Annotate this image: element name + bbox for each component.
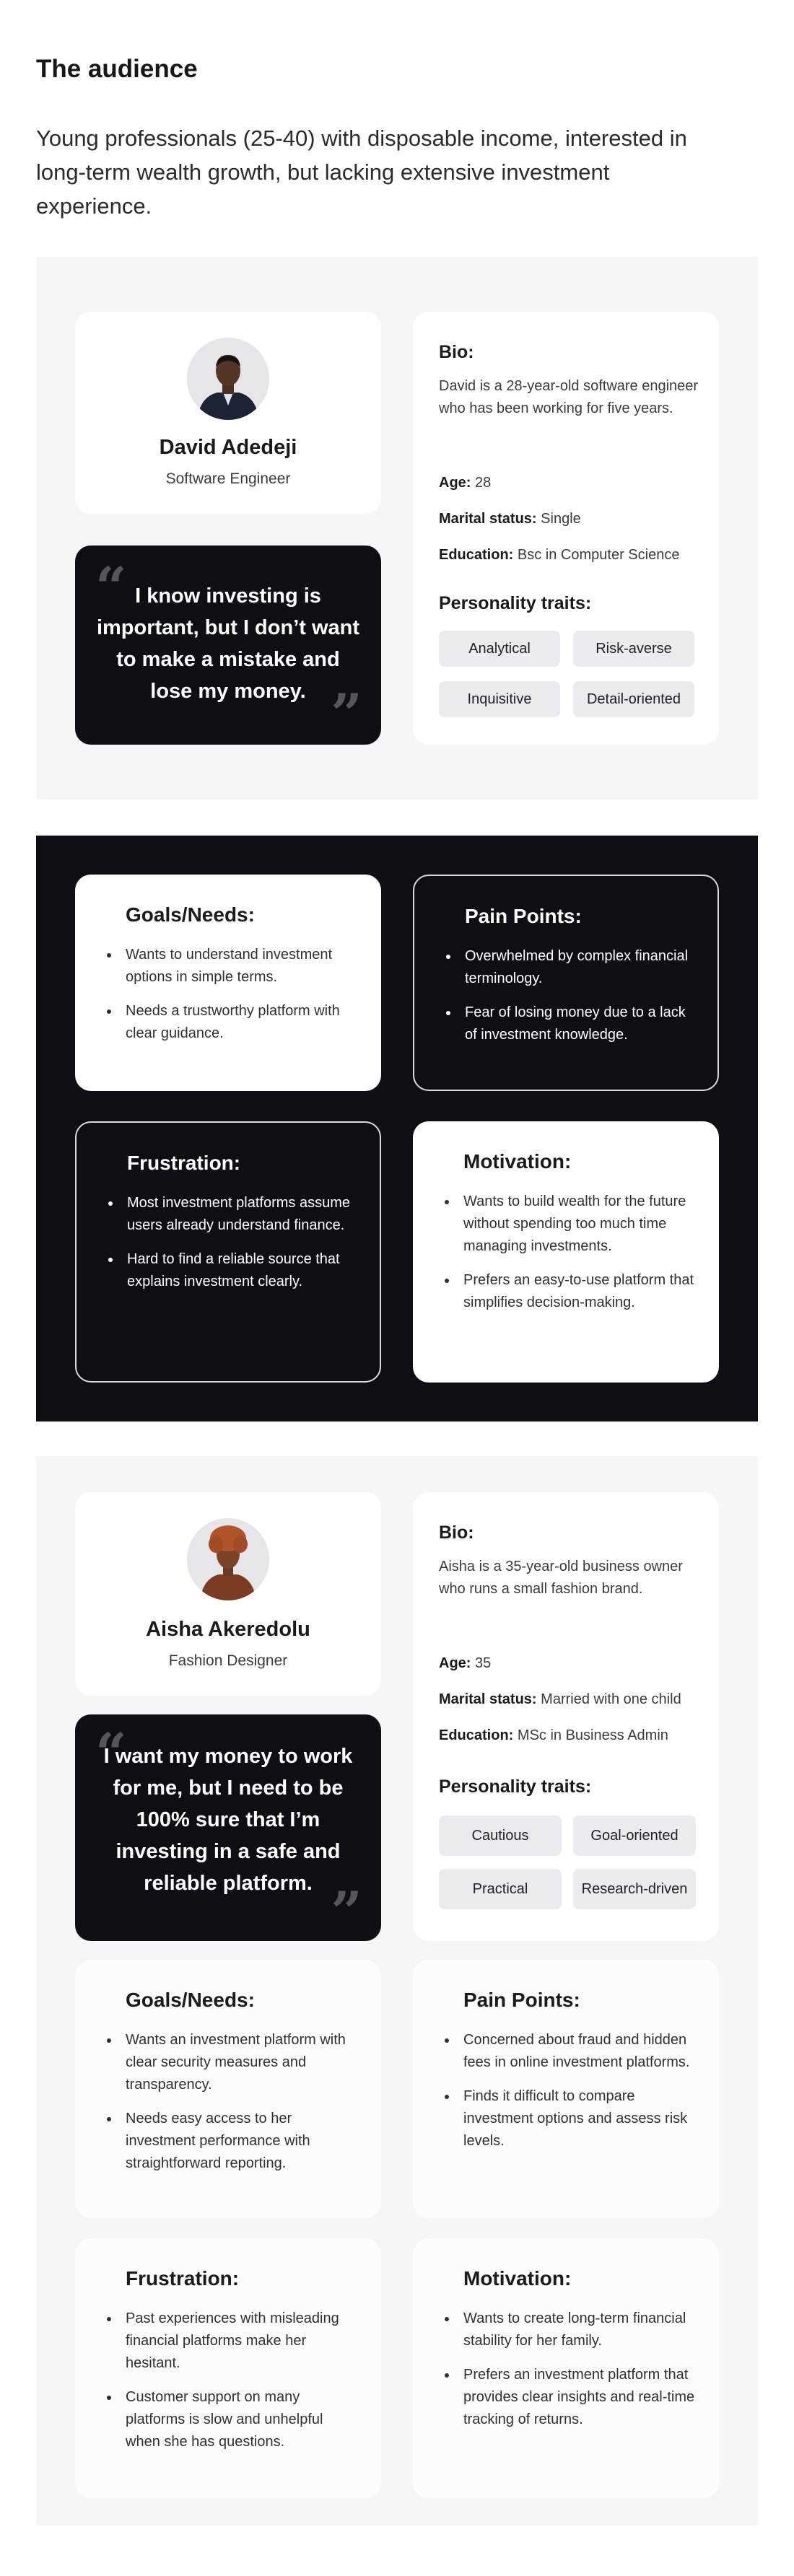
persona2-quote: I want my money to work for me, but I need to be 100% sure that I’m investing in a safe and reliable platform. [103, 1745, 353, 1895]
persona1-profile-card [75, 312, 381, 514]
persona2-education: Education: MSc in Business Admin [439, 1727, 668, 1743]
man-portrait-icon [187, 338, 269, 420]
list-item: Past experiences with misleading financial platforms make her hesitant. [107, 2308, 359, 2375]
list-item: Customer support on many platforms is slow and unhelpful when she has questions. [107, 2386, 359, 2453]
woman-portrait-icon [187, 1518, 269, 1600]
frustration-title: Frustration: [127, 1152, 241, 1174]
trait-chip: Cautious [439, 1815, 562, 1856]
trait-chip: Goal-oriented [573, 1815, 696, 1856]
persona2-motivation-card [413, 2238, 719, 2498]
list-item: Needs easy access to her investment performance with straightforward reporting. [107, 2108, 359, 2175]
open-quote-icon: “ [95, 1721, 127, 1785]
motivation-title: Motivation: [463, 1150, 572, 1173]
pain-points-list [446, 945, 696, 1058]
list-item: Finds it difficult to compare investment options and assess risk levels. [445, 2085, 697, 2152]
close-quote-icon: ” [331, 682, 362, 746]
bio-heading: Bio: [439, 1523, 474, 1543]
list-item: Concerned about fraud and hidden fees in online investment platforms. [445, 2029, 697, 2074]
persona2-age: Age: 35 [439, 1655, 492, 1671]
frustration-title: Frustration: [126, 2267, 240, 2290]
list-item: Wants to build wealth for the future without spending too much time managing investments. [445, 1191, 697, 1258]
list-item: Overwhelmed by complex financial terminology. [446, 945, 696, 990]
audience-intro: Young professionals (25-40) with disposable income, interested in long-term wealth growth, but lacking extensive investment experience. [36, 126, 687, 219]
page-title: The audience [36, 55, 198, 83]
trait-chip: Detail-oriented [573, 681, 694, 717]
persona1-frustration-card [75, 1121, 381, 1383]
goals-list [107, 2029, 359, 2186]
pain-points-title: Pain Points: [465, 905, 582, 927]
persona2-section [36, 1456, 758, 2525]
persona1-education: Education: Bsc in Computer Science [439, 547, 680, 563]
trait-chip: Research-driven [573, 1869, 696, 1909]
pain-points-list [445, 2029, 697, 2164]
list-item: Wants to create long-term financial stability for her family. [445, 2308, 697, 2352]
persona2-bio-card [413, 1492, 719, 1941]
list-item: Wants to understand investment options in simple terms. [107, 944, 359, 989]
list-item: Needs a trustworthy platform with clear guidance. [107, 1000, 359, 1045]
frustration-list [108, 1192, 358, 1305]
open-quote-icon: “ [95, 555, 127, 619]
trait-chip: Practical [439, 1869, 562, 1909]
motivation-title: Motivation: [463, 2267, 572, 2290]
persona1-quote: I know investing is important, but I don’t want to make a mistake and lose my money. [96, 584, 360, 703]
goals-list [107, 944, 359, 1056]
list-item: Prefers an easy-to-use platform that simplifies decision-making. [445, 1269, 697, 1314]
persona2-quote-card [75, 1714, 381, 1944]
list-item: Prefers an investment platform that provides clear insights and real-time tracking of returns. [445, 2364, 697, 2431]
persona1-details-section [36, 836, 758, 1421]
goals-title: Goals/Needs: [126, 1989, 255, 2011]
persona1-bio: David is a 28-year-old software engineer who has been working for five years. [439, 378, 699, 416]
list-item: Hard to find a reliable source that explains investment clearly. [108, 1248, 358, 1293]
persona1-bio-card [413, 312, 719, 745]
list-item: Fear of losing money due to a lack of investment knowledge. [446, 1002, 696, 1046]
persona1-motivation-card [413, 1121, 719, 1383]
persona2-bio: Aisha is a 35-year-old business owner who runs a small fashion brand. [439, 1559, 683, 1597]
persona1-role: Software Engineer [165, 470, 291, 487]
persona1-quote-card [75, 546, 381, 745]
persona2-name: Aisha Akeredolu [146, 1618, 310, 1641]
trait-chip: Analytical [439, 631, 560, 667]
close-quote-icon: ” [331, 1880, 362, 1944]
pain-points-title: Pain Points: [463, 1989, 580, 2011]
persona1-profile-section [36, 257, 758, 799]
persona2-frustration-card [75, 2238, 381, 2498]
goals-title: Goals/Needs: [126, 903, 255, 926]
persona1-pain-points-card [413, 875, 719, 1091]
traits-heading: Personality traits: [439, 593, 592, 613]
persona2-goals-card [75, 1960, 381, 2218]
persona2-role: Fashion Designer [168, 1652, 288, 1669]
persona2-pain-points-card [413, 1960, 719, 2218]
frustration-list [107, 2308, 359, 2465]
list-item: Wants an investment platform with clear security measures and transparency. [107, 2029, 359, 2096]
persona1-age: Age: 28 [439, 475, 492, 491]
traits-heading: Personality traits: [439, 1777, 592, 1797]
persona2-profile-card [75, 1492, 381, 1696]
persona1-name: David Adedeji [159, 436, 297, 459]
trait-chip: Inquisitive [439, 681, 560, 717]
list-item: Most investment platforms assume users already understand finance. [108, 1192, 358, 1237]
persona1-marital-status: Marital status: Single [439, 511, 581, 527]
persona1-goals-card [75, 875, 381, 1091]
persona2-marital-status: Marital status: Married with one child [439, 1691, 681, 1707]
motivation-list [445, 1191, 697, 1326]
trait-chip: Risk-averse [573, 631, 694, 667]
motivation-list [445, 2308, 697, 2443]
bio-heading: Bio: [439, 342, 474, 362]
